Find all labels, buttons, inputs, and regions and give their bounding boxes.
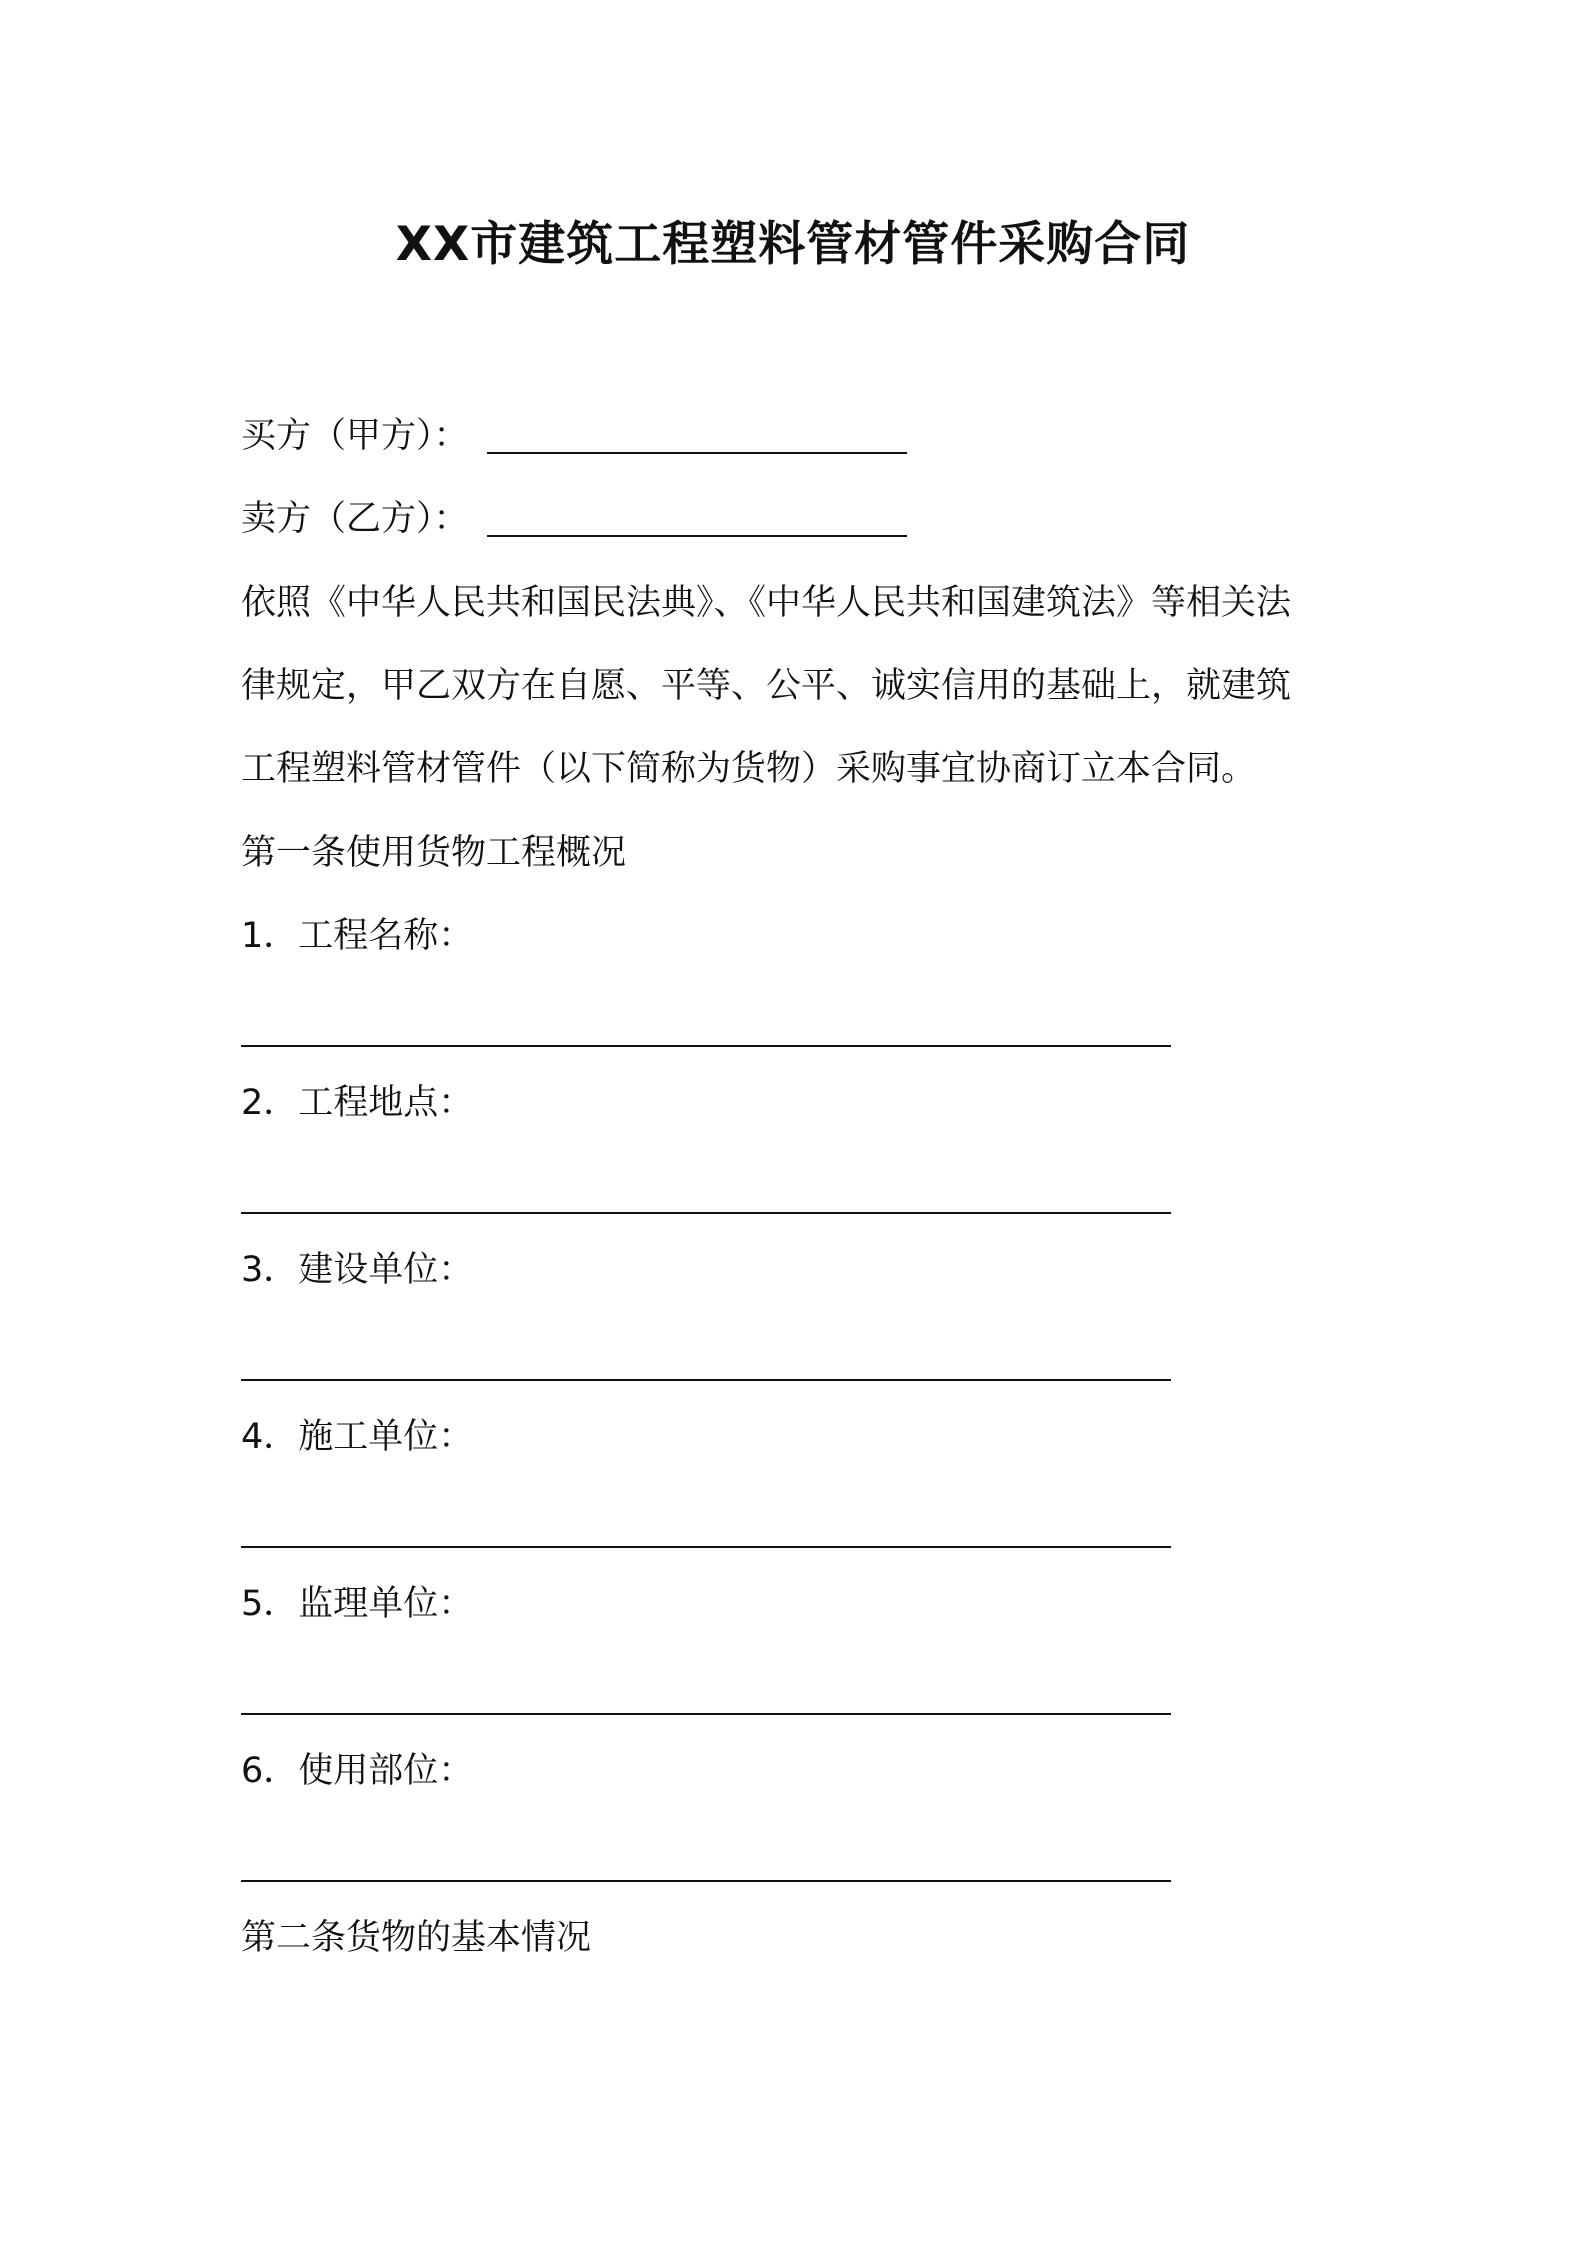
project-location-blank[interactable]	[241, 1212, 1171, 1214]
document-title: XX市建筑工程塑料管材管件采购合同	[395, 217, 1191, 272]
buyer-blank[interactable]	[487, 422, 907, 454]
item-contractor: 4．施工单位：	[241, 1417, 474, 1457]
seller-blank[interactable]	[487, 505, 907, 537]
project-name-blank[interactable]	[241, 1045, 1171, 1047]
construction-owner-blank[interactable]	[241, 1379, 1171, 1381]
usage-part-blank[interactable]	[241, 1880, 1171, 1882]
buyer-label: 买方（甲方）：	[241, 416, 469, 456]
buyer-line	[241, 412, 907, 460]
seller-line	[241, 495, 907, 543]
item-project-location: 2．工程地点：	[241, 1083, 474, 1123]
contractor-blank[interactable]	[241, 1546, 1171, 1548]
intro-line-2: 律规定，甲乙双方在自愿、平等、公平、诚实信用的基础上，就建筑	[241, 666, 1292, 706]
item-construction-owner: 3．建设单位：	[241, 1250, 474, 1290]
intro-line-1: 依照《中华人民共和国民法典》、《中华人民共和国建筑法》等相关法	[241, 583, 1292, 623]
seller-label: 卖方（乙方）：	[241, 499, 469, 539]
item-usage-part: 6．使用部位：	[241, 1751, 474, 1791]
article-2-heading: 第二条货物的基本情况	[241, 1918, 592, 1958]
item-supervisor: 5．监理单位：	[241, 1584, 474, 1624]
article-1-heading: 第一条使用货物工程概况	[241, 833, 627, 873]
item-project-name: 1．工程名称：	[241, 916, 474, 956]
intro-line-3: 工程塑料管材管件（以下简称为货物）采购事宜协商订立本合同。	[241, 749, 1257, 789]
supervisor-blank[interactable]	[241, 1713, 1171, 1715]
